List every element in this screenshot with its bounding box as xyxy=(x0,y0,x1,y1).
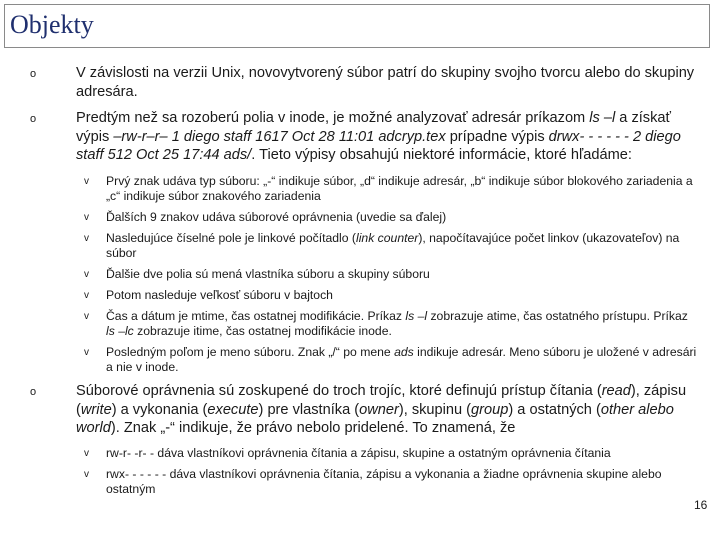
sub-item-time: v Čas a dátum je mtime, čas ostatnej modifikácie. Príkaz ls –l zobrazuje atime, čas ostatného prístupu. Príkaz ls –lc zobrazuje itime, čas ostatnej modifikácie inode. xyxy=(84,308,688,338)
diamond-bullet-icon: v xyxy=(84,346,89,358)
bullet-icon: o xyxy=(30,113,37,126)
sub-item-rwx: v rwx- - - - - - dáva vlastníkovi oprávnenia čítania, zápisu a vykonania a žiadne oprávnenia skupine alebo ostatným xyxy=(84,466,662,496)
diamond-bullet-icon: v xyxy=(84,468,89,480)
bullet-ls-listing: o Predtým než sa rozoberú polia v inode, je možné analyzovať adresár príkazom ls –l a získať výpis –rw-r–r– 1 diego staff 1617 Oct 28 11:01 adcryp.tex prípadne výpis drwx- - - - - - 2 diego staff 512 Oct 25 17:44 ads/. Tieto výpisy obsahujú niektoré informácie, ktoré hľadáme: xyxy=(30,110,681,164)
sub-item-size: v Potom nasleduje veľkosť súboru v bajtoch xyxy=(84,287,333,302)
diamond-bullet-icon: v xyxy=(84,447,89,459)
slide-title: Objekty xyxy=(10,10,94,39)
sub-item-owner-group: v Ďalšie dve polia sú mená vlastníka súboru a skupiny súboru xyxy=(84,266,430,281)
slide-content xyxy=(0,56,720,497)
diamond-bullet-icon: v xyxy=(84,310,89,322)
sub-item-file-type: v Prvý znak udáva typ súboru: „-“ indikuje súbor, „d“ indikuje adresár, „b“ indikuje súbor blokového zariadenia a „c“ indikuje súbor znakového zariadenia xyxy=(84,173,693,203)
bullet-icon: o xyxy=(30,68,37,80)
diamond-bullet-icon: v xyxy=(84,232,89,244)
diamond-bullet-icon: v xyxy=(84,211,89,223)
sub-item-rw-r-r: v rw-r- -r- - dáva vlastníkovi oprávnenia čítania a zápisu, skupine a ostatným oprávnenia čítania xyxy=(84,445,611,460)
diamond-bullet-icon: v xyxy=(84,289,89,301)
bullet-permission-triplets: o Súborové oprávnenia sú zoskupené do troch trojíc, ktoré definujú prístup čítania (read), zápisu (write) a vykonania (execute) pre vlastníka (owner), skupinu (group) a ostatných (other alebo world). Znak „-“ indikuje, že právo nebolo pridelené. To znamená, že xyxy=(30,382,687,437)
diamond-bullet-icon: v xyxy=(84,175,89,187)
page-number: 16 xyxy=(694,498,708,512)
diamond-bullet-icon: v xyxy=(84,268,89,280)
bullet-unix-group: o V závislosti na verzii Unix, novovytvorený súbor patrí do skupiny svojho tvorcu alebo do skupiny adresára. xyxy=(30,65,695,100)
bullet-icon: o xyxy=(30,385,37,398)
sub-item-filename: v Posledným poľom je meno súboru. Znak „/“ po mene ads indikuje adresár. Meno súboru je uložené v adresári a nie v inode. xyxy=(84,344,697,374)
title-frame xyxy=(4,4,710,48)
sub-item-permissions: v Ďalších 9 znakov udáva súborové oprávnenia (uvedie sa ďalej) xyxy=(84,209,447,224)
sub-item-link-counter: v Nasledujúce číselné pole je linkové počítadlo (link counter), napočítavajúce počet linkov (ukazovateľov) na súbor xyxy=(84,230,680,260)
